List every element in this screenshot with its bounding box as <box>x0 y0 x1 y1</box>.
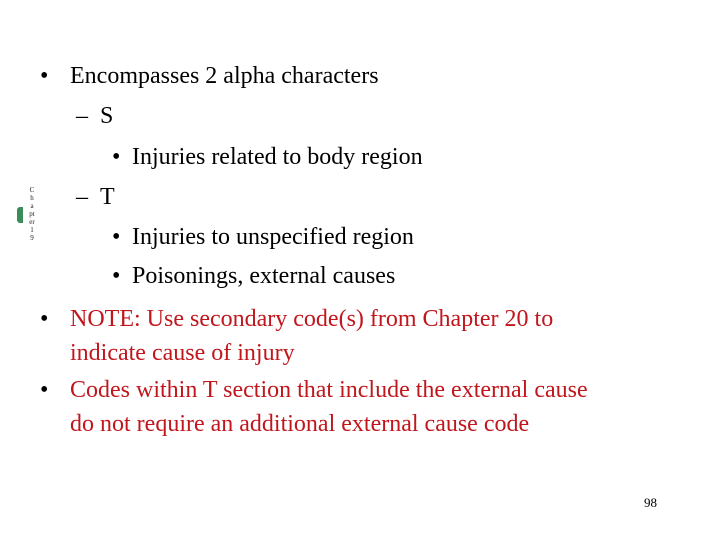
codes-text-line1: Codes within T section that include the external cause <box>70 377 588 403</box>
note-continuation <box>70 336 295 370</box>
detail-item-unspecified-region <box>112 220 414 254</box>
codes-text-line2: do not require an additional external cause code <box>70 411 530 437</box>
bullet-marker: • <box>112 224 121 250</box>
note-text-line2: indicate cause of injury <box>70 340 295 366</box>
bullet-item-note <box>40 302 553 336</box>
side-label-char: er <box>29 218 35 226</box>
sub-item-text: S <box>100 103 114 129</box>
side-label-char: 1 <box>30 226 34 234</box>
detail-text: Injuries to unspecified region <box>132 224 414 250</box>
dash-marker: – <box>76 184 88 210</box>
side-label-char: pt <box>29 210 35 218</box>
page-number: 98 <box>644 495 657 510</box>
bullet-marker: • <box>40 306 49 332</box>
detail-item-poisonings <box>112 259 395 293</box>
detail-text: Injuries related to body region <box>132 144 423 170</box>
sub-item-t <box>76 180 115 214</box>
detail-item-body-region <box>112 140 423 174</box>
side-label-char: 9 <box>30 234 34 242</box>
note-text-line1: NOTE: Use secondary code(s) from Chapter 20 to <box>70 306 554 332</box>
bullet-marker: • <box>40 377 49 403</box>
bullet-marker: • <box>112 144 121 170</box>
side-label-char: h <box>30 194 34 202</box>
bullet-item-codes <box>40 373 588 407</box>
chapter-side-label <box>22 186 42 242</box>
sub-item-s <box>76 99 113 133</box>
sub-item-text: T <box>100 184 115 210</box>
bullet-text: Encompasses 2 alpha characters <box>70 63 379 89</box>
side-label-char: a <box>30 202 34 210</box>
detail-text: Poisonings, external causes <box>132 263 396 289</box>
dash-marker: – <box>76 103 88 129</box>
codes-continuation <box>70 407 529 441</box>
bullet-marker: • <box>112 263 121 289</box>
side-label-char: C <box>29 186 35 194</box>
bullet-item-encompasses <box>40 59 379 93</box>
bullet-marker: • <box>40 63 49 89</box>
